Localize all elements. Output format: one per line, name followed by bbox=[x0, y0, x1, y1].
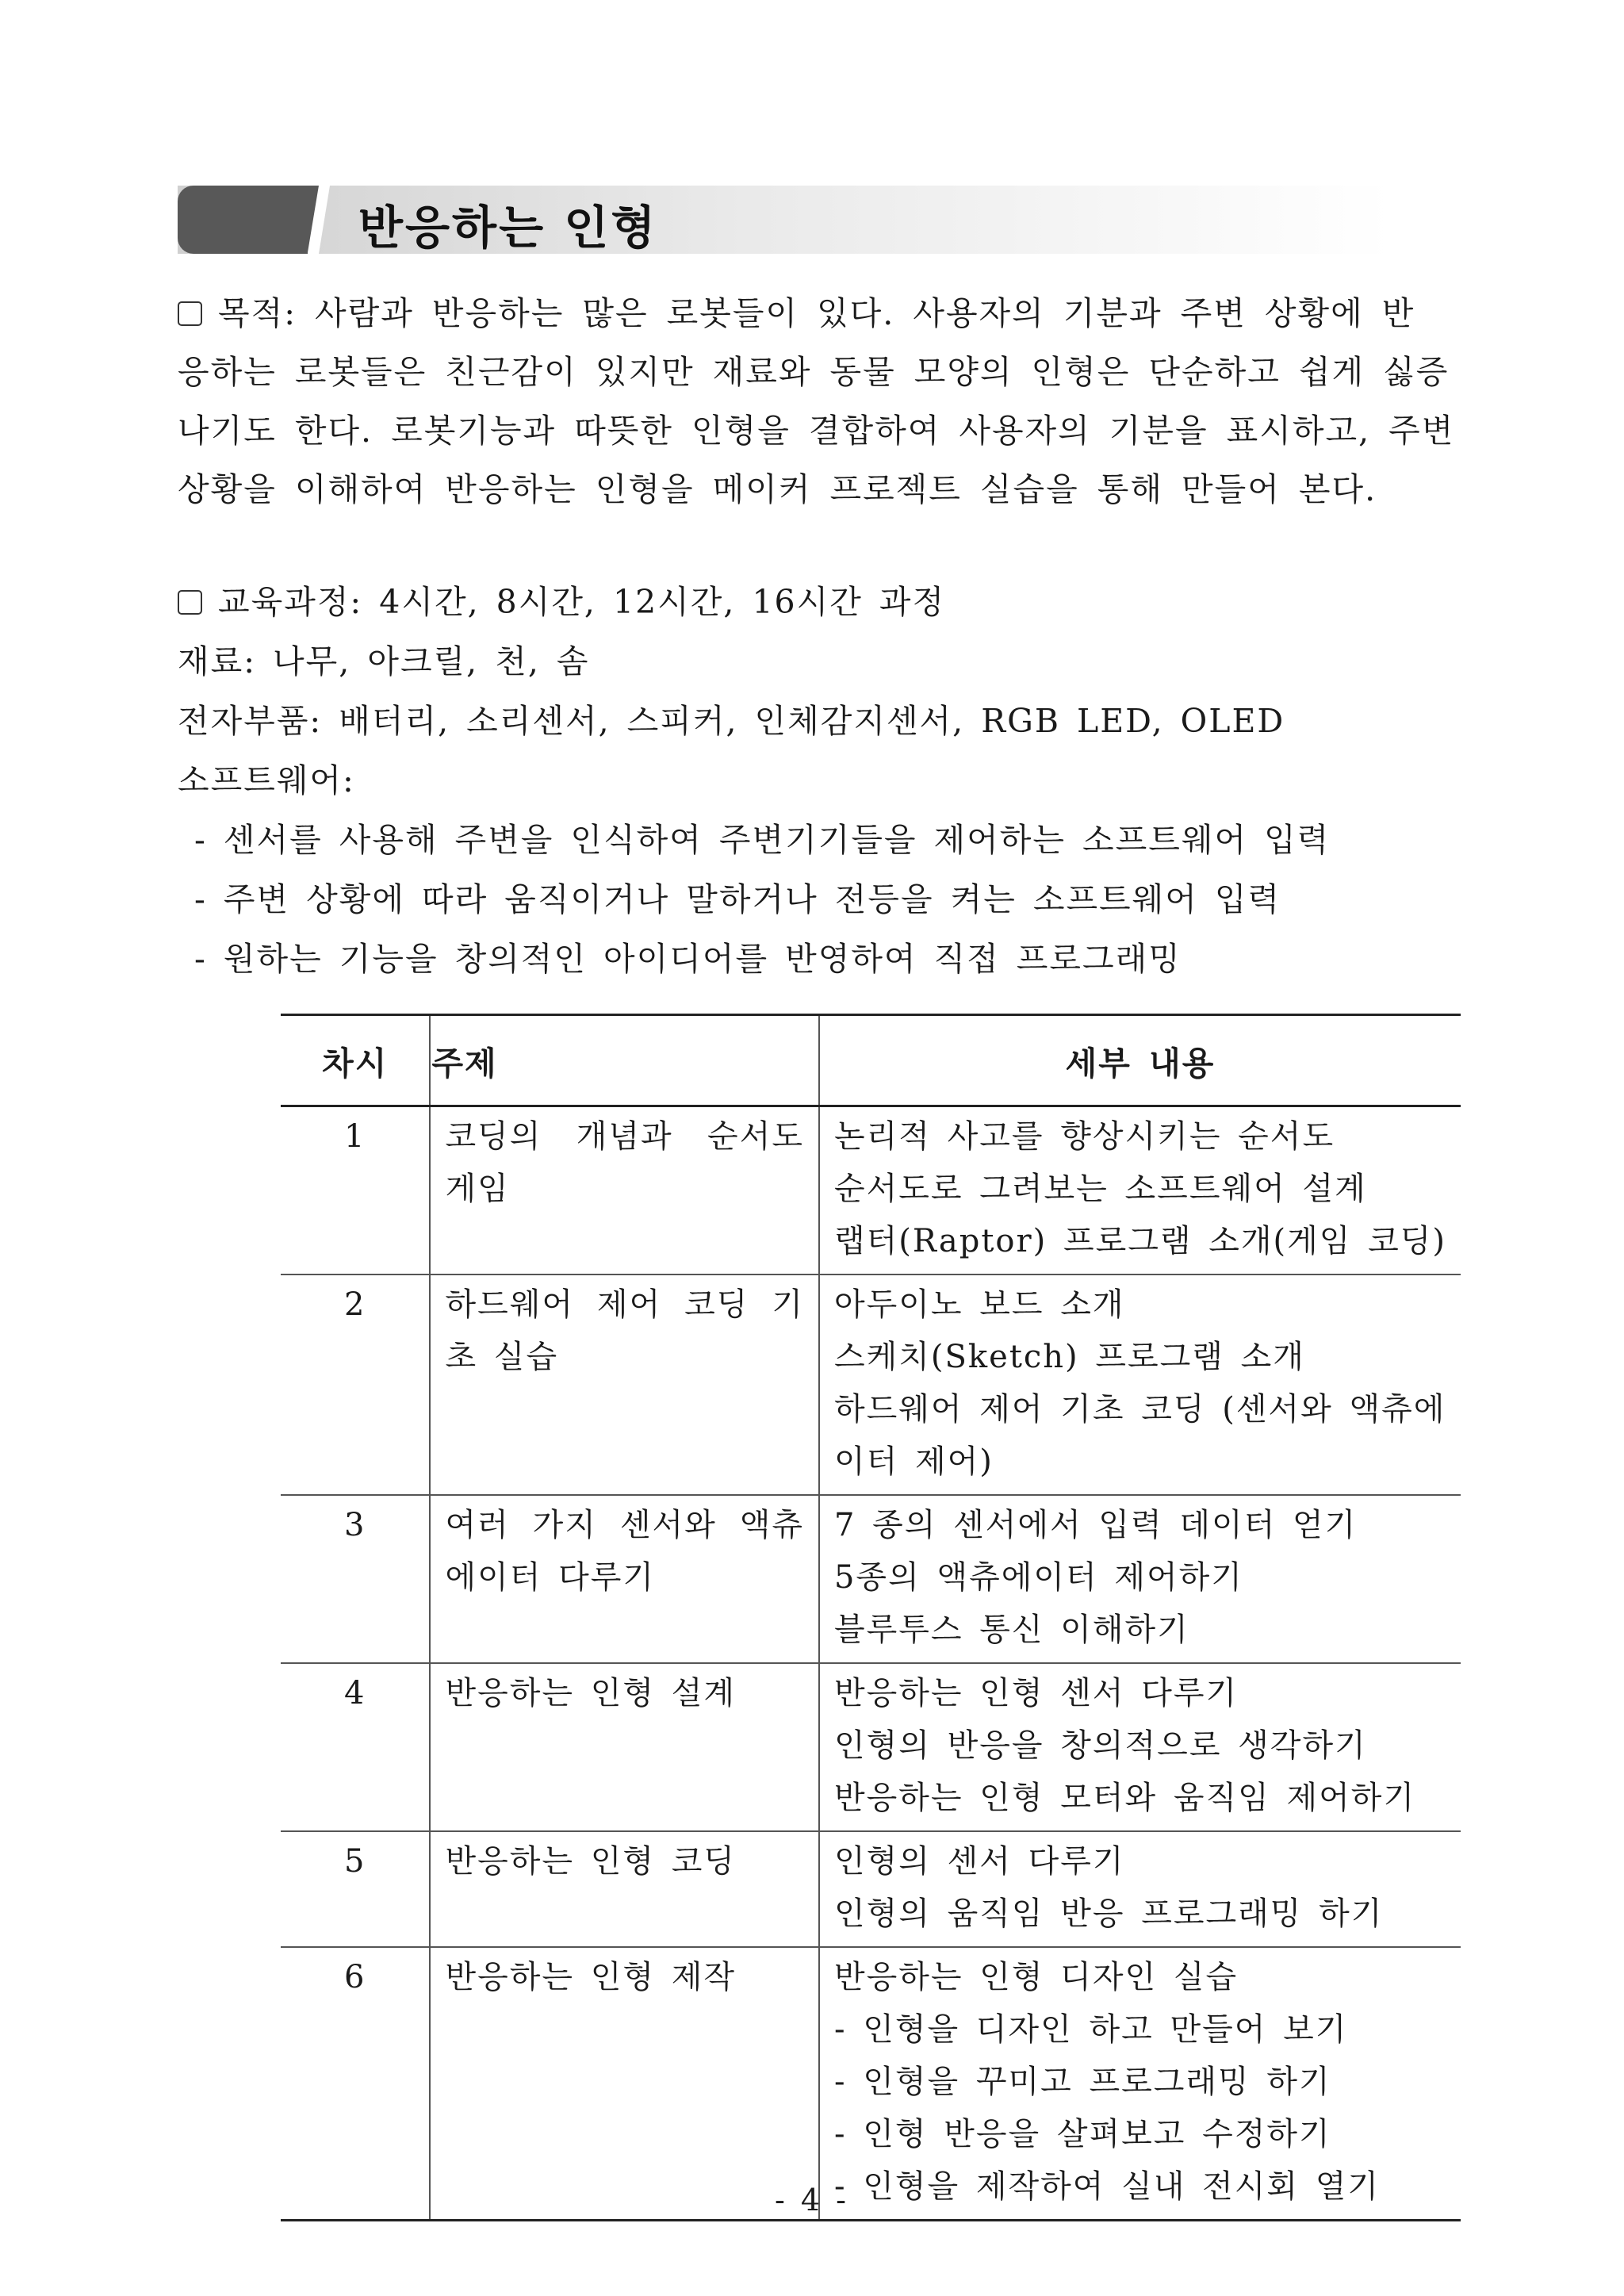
detail-line: 블루투스 통신 이해하기 bbox=[833, 1612, 1189, 1648]
materials-line: 재료: 나무, 아크릴, 천, 솜 bbox=[178, 642, 590, 680]
header-details: 세부 내용 bbox=[1065, 1044, 1216, 1083]
detail-line: 하드웨어 제어 기초 코딩 (센서와 액츄에 bbox=[833, 1391, 1446, 1428]
detail-line: - 인형을 꾸미고 프로그래밍 하기 bbox=[833, 2064, 1331, 2100]
detail-line: - 인형 반응을 살펴보고 수정하기 bbox=[833, 2116, 1331, 2152]
table-header-row bbox=[281, 1015, 1461, 1106]
detail-line: 이터 제어) bbox=[833, 1443, 994, 1480]
software-label: 소프트웨어: bbox=[178, 761, 355, 799]
session-cell: 6 bbox=[281, 1947, 430, 2221]
detail-line: 랩터(Raptor) 프로그램 소개(게임 코딩) bbox=[833, 1223, 1446, 1259]
purpose-line: 상황을 이해하여 반응하는 인형을 메이커 프로젝트 실습을 통해 만들어 본다. bbox=[178, 470, 1377, 508]
detail-line: 아두이노 보드 소개 bbox=[833, 1286, 1125, 1323]
details-cell bbox=[819, 1495, 1461, 1663]
detail-line: 순서도로 그려보는 소프트웨어 설계 bbox=[833, 1171, 1367, 1207]
checkbox-square-icon bbox=[178, 301, 202, 326]
checkbox-square-icon bbox=[178, 590, 202, 615]
detail-line: - 인형을 제작하여 실내 전시회 열기 bbox=[833, 2168, 1381, 2205]
detail-line: 인형의 반응을 창의적으로 생각하기 bbox=[833, 1727, 1367, 1764]
purpose-paragraph bbox=[178, 284, 1466, 519]
page-title: 반응하는 인형 bbox=[358, 201, 658, 255]
topic-cell: 여러 가지 센서와 액츄에이터 다루기 bbox=[430, 1495, 819, 1663]
detail-line: 인형의 움직임 반응 프로그래밍 하기 bbox=[833, 1895, 1384, 1932]
detail-line: 반응하는 인형 디자인 실습 bbox=[833, 1959, 1239, 1995]
session-cell: 4 bbox=[281, 1663, 430, 1831]
table-row bbox=[281, 1947, 1461, 2221]
details-cell bbox=[819, 1663, 1461, 1831]
section-header-tab bbox=[178, 186, 319, 254]
page-number: - 4 - bbox=[774, 2183, 849, 2217]
session-cell: 3 bbox=[281, 1495, 430, 1663]
session-cell: 1 bbox=[281, 1106, 430, 1275]
session-cell: 2 bbox=[281, 1274, 430, 1495]
detail-line: 5종의 액츄에이터 제어하기 bbox=[833, 1559, 1243, 1596]
software-item: - 원하는 기능을 창의적인 아이디어를 반영하여 직접 프로그래밍 bbox=[194, 940, 1182, 978]
topic-cell: 반응하는 인형 코딩 bbox=[430, 1831, 819, 1947]
session-cell: 5 bbox=[281, 1831, 430, 1947]
table-row bbox=[281, 1106, 1461, 1275]
topic-cell: 반응하는 인형 제작 bbox=[430, 1947, 819, 2221]
topic-cell: 하드웨어 제어 코딩 기초 실습 bbox=[430, 1274, 819, 1495]
course-duration-line bbox=[178, 573, 945, 631]
detail-line: 인형의 센서 다루기 bbox=[833, 1843, 1125, 1880]
course-duration: 교육과정: 4시간, 8시간, 12시간, 16시간 과정 bbox=[218, 583, 946, 621]
details-cell bbox=[819, 1947, 1461, 2221]
schedule-table bbox=[281, 1014, 1461, 2221]
table-row bbox=[281, 1663, 1461, 1831]
purpose-line: 나기도 한다. 로봇기능과 따뜻한 인형을 결합하여 사용자의 기분을 표시하고, 주변 bbox=[178, 412, 1455, 450]
header-topic: 주제 bbox=[430, 1015, 819, 1106]
software-item: - 주변 상황에 따라 움직이거나 말하거나 전등을 켜는 소프트웨어 입력 bbox=[194, 880, 1281, 918]
detail-line: 반응하는 인형 센서 다루기 bbox=[833, 1675, 1239, 1711]
purpose-line: 목적: 사람과 반응하는 많은 로봇들이 있다. 사용자의 기분과 주변 상황에 반 bbox=[218, 294, 1415, 332]
detail-line: 반응하는 인형 모터와 움직임 제어하기 bbox=[833, 1780, 1416, 1816]
detail-line: 논리적 사고를 향상시키는 순서도 bbox=[833, 1118, 1335, 1155]
table-row bbox=[281, 1274, 1461, 1495]
header-session: 차시 bbox=[281, 1015, 430, 1106]
electronics-line: 전자부품: 배터리, 소리센서, 스피커, 인체감지센서, RGB LED, OLED bbox=[178, 702, 1285, 740]
topic-cell: 반응하는 인형 설계 bbox=[430, 1663, 819, 1831]
details-cell bbox=[819, 1831, 1461, 1947]
detail-line: 스케치(Sketch) 프로그램 소개 bbox=[833, 1339, 1305, 1375]
detail-line: - 인형을 디자인 하고 만들어 보기 bbox=[833, 2011, 1348, 2048]
purpose-line: 응하는 로봇들은 친근감이 있지만 재료와 동물 모양의 인형은 단순하고 쉽게 싫증 bbox=[178, 353, 1450, 391]
detail-line: 7 종의 센서에서 입력 데이터 얻기 bbox=[833, 1507, 1358, 1543]
details-cell bbox=[819, 1106, 1461, 1275]
table-row bbox=[281, 1831, 1461, 1947]
software-item: - 센서를 사용해 주변을 인식하여 주변기기들을 제어하는 소프트웨어 입력 bbox=[194, 821, 1331, 859]
topic-cell: 코딩의 개념과 순서도 게임 bbox=[430, 1106, 819, 1275]
table-row bbox=[281, 1495, 1461, 1663]
details-cell bbox=[819, 1274, 1461, 1495]
